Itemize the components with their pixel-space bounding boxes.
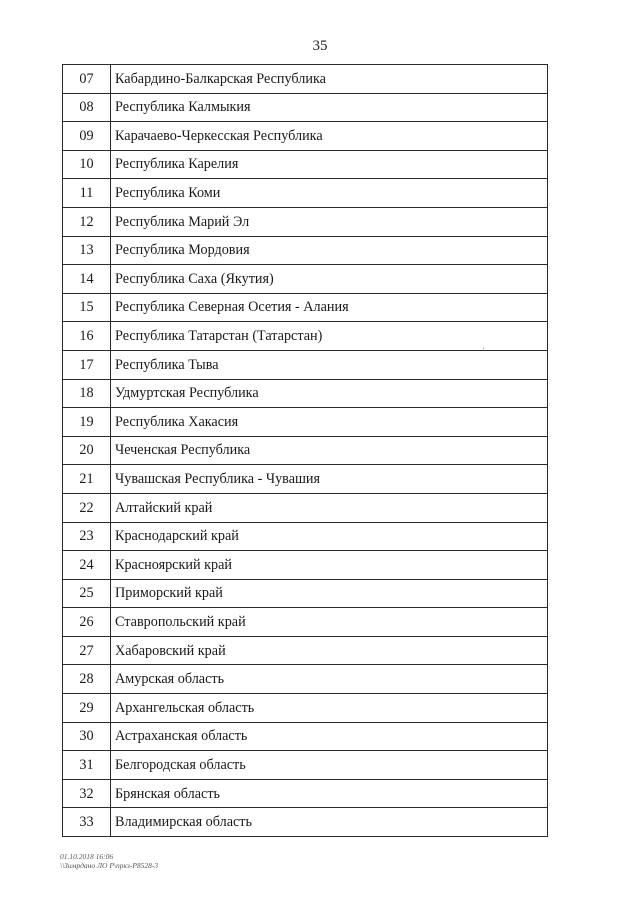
region-name-cell: Республика Калмыкия	[111, 93, 548, 122]
table-row	[63, 408, 548, 437]
table-row	[63, 665, 548, 694]
region-code-cell: 23	[63, 522, 111, 551]
region-code-cell: 32	[63, 779, 111, 808]
region-name-cell: Ставропольский край	[111, 608, 548, 637]
region-name-cell: Республика Татарстан (Татарстан)	[111, 322, 548, 351]
region-name-cell: Карачаево-Черкесская Республика	[111, 122, 548, 151]
region-code-cell: 09	[63, 122, 111, 151]
region-code-cell: 16	[63, 322, 111, 351]
region-name-cell: Республика Хакасия	[111, 408, 548, 437]
region-code-cell: 10	[63, 150, 111, 179]
table-row	[63, 608, 548, 637]
region-code-cell: 29	[63, 694, 111, 723]
region-name-cell: Чувашская Республика - Чувашия	[111, 465, 548, 494]
region-code-table	[62, 64, 548, 837]
table-row	[63, 751, 548, 780]
region-code-cell: 28	[63, 665, 111, 694]
region-name-cell: Республика Карелия	[111, 150, 548, 179]
table-row	[63, 722, 548, 751]
region-name-cell: Республика Саха (Якутия)	[111, 265, 548, 294]
table-row	[63, 522, 548, 551]
table-row	[63, 65, 548, 94]
region-name-cell: Архангельская область	[111, 694, 548, 723]
region-name-cell: Белгородская область	[111, 751, 548, 780]
region-code-cell: 26	[63, 608, 111, 637]
region-code-cell: 07	[63, 65, 111, 94]
region-name-cell: Алтайский край	[111, 493, 548, 522]
table-row	[63, 694, 548, 723]
region-code-cell: 30	[63, 722, 111, 751]
table-row	[63, 636, 548, 665]
table-row	[63, 179, 548, 208]
region-code-cell: 27	[63, 636, 111, 665]
region-code-cell: 19	[63, 408, 111, 437]
region-name-cell: Хабаровский край	[111, 636, 548, 665]
region-code-cell: 11	[63, 179, 111, 208]
region-code-cell: 31	[63, 751, 111, 780]
region-code-cell: 33	[63, 808, 111, 837]
page-number: 35	[312, 38, 328, 54]
region-name-cell: Республика Коми	[111, 179, 548, 208]
region-table-body	[63, 65, 548, 837]
region-code-cell: 18	[63, 379, 111, 408]
region-name-cell: Республика Северная Осетия - Алания	[111, 293, 548, 322]
table-row	[63, 579, 548, 608]
region-name-cell: Республика Тыва	[111, 350, 548, 379]
table-row	[63, 293, 548, 322]
region-name-cell: Кабардино-Балкарская Республика	[111, 65, 548, 94]
region-code-cell: 22	[63, 493, 111, 522]
region-code-cell: 14	[63, 265, 111, 294]
table-row	[63, 551, 548, 580]
table-row	[63, 322, 548, 351]
region-name-cell: Республика Мордовия	[111, 236, 548, 265]
table-row	[63, 779, 548, 808]
table-row	[63, 236, 548, 265]
footer-timestamp: 01.10.2018 16:06	[60, 852, 114, 861]
table-row	[63, 93, 548, 122]
region-code-cell: 12	[63, 207, 111, 236]
table-row	[63, 808, 548, 837]
region-name-cell: Чеченская Республика	[111, 436, 548, 465]
region-name-cell: Республика Марий Эл	[111, 207, 548, 236]
region-code-cell: 20	[63, 436, 111, 465]
region-code-cell: 25	[63, 579, 111, 608]
table-row	[63, 465, 548, 494]
region-code-cell: 13	[63, 236, 111, 265]
region-name-cell: Брянская область	[111, 779, 548, 808]
table-row	[63, 265, 548, 294]
region-name-cell: Краснодарский край	[111, 522, 548, 551]
region-name-cell: Красноярский край	[111, 551, 548, 580]
region-name-cell: Астраханская область	[111, 722, 548, 751]
region-code-cell: 24	[63, 551, 111, 580]
region-name-cell: Владимирская область	[111, 808, 548, 837]
region-code-cell: 15	[63, 293, 111, 322]
table-row	[63, 436, 548, 465]
table-row	[63, 379, 548, 408]
region-name-cell: Приморский край	[111, 579, 548, 608]
table-row	[63, 150, 548, 179]
region-code-cell: 08	[63, 93, 111, 122]
footer-file-path: \\Зимрдано ЛО Р\пркз-Р8528-3	[60, 861, 159, 870]
region-code-cell: 17	[63, 350, 111, 379]
region-name-cell: Удмуртская Республика	[111, 379, 548, 408]
region-name-cell: Амурская область	[111, 665, 548, 694]
table-row	[63, 350, 548, 379]
table-row	[63, 122, 548, 151]
table-row	[63, 207, 548, 236]
table-row	[63, 493, 548, 522]
document-footer	[60, 852, 158, 870]
region-code-cell: 21	[63, 465, 111, 494]
